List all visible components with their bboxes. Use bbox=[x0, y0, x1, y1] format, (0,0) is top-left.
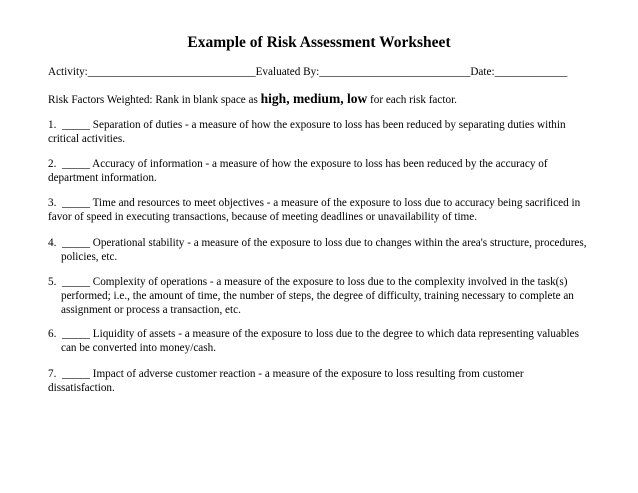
factor-5-number: 5. bbox=[48, 276, 57, 288]
activity-blank[interactable]: ______________________________ bbox=[87, 66, 256, 78]
factor-4-line-1 bbox=[48, 236, 608, 251]
activity-label: Activity: bbox=[48, 66, 88, 78]
factor-7-line-1 bbox=[48, 367, 608, 382]
instructions-emphasis: high, medium, low bbox=[260, 91, 368, 106]
factor-5-line-2: performed; i.e., the amount of time, the number of steps, the degree of difficulty, training necessary to complete an bbox=[61, 290, 574, 302]
factor-7-number: 7. bbox=[48, 368, 57, 380]
factor-5-line-3: assignment or process a transaction, etc. bbox=[61, 304, 241, 316]
factor-4-number: 4. bbox=[48, 237, 57, 249]
evaluated-by-label: Evaluated By: bbox=[255, 66, 320, 78]
factor-3-text: Time and resources to meet objectives - a measure of the exposure to loss due to accuracy being sacrificed in bbox=[92, 197, 581, 209]
factor-4-line-2: policies, etc. bbox=[61, 251, 118, 263]
factor-3-line-2: favor of speed in executing transactions, because of meeting deadlines or unavailability of time. bbox=[48, 211, 478, 223]
factor-1-blank[interactable]: _____ bbox=[61, 119, 90, 131]
date-label: Date: bbox=[470, 66, 495, 78]
factor-1-line-2: critical activities. bbox=[48, 133, 126, 145]
instructions-prefix: Risk Factors Weighted: Rank in blank space as bbox=[48, 94, 258, 106]
factor-2-text: Accuracy of information - a measure of how the exposure to loss has been reduced by the accuracy of bbox=[92, 158, 548, 170]
factor-6-text: Liquidity of assets - a measure of the exposure to loss due to the degree to which data representing valuables bbox=[92, 328, 579, 340]
factor-3-line-1 bbox=[48, 196, 608, 211]
factor-1-number: 1. bbox=[48, 119, 57, 131]
factor-5-line-1 bbox=[48, 275, 608, 290]
factor-6-blank[interactable]: _____ bbox=[61, 328, 90, 340]
factor-7-text: Impact of adverse customer reaction - a measure of the exposure to loss resulting from customer bbox=[92, 368, 524, 380]
factor-6-line-1 bbox=[48, 327, 608, 342]
factor-2-number: 2. bbox=[48, 158, 57, 170]
factor-2-line-1 bbox=[48, 157, 608, 172]
instructions-suffix: for each risk factor. bbox=[370, 94, 457, 106]
factor-1-text: Separation of duties - a measure of how the exposure to loss has been reduced by separating duties within bbox=[92, 119, 566, 131]
date-blank[interactable]: _____________ bbox=[494, 66, 568, 78]
factor-4-text: Operational stability - a measure of the exposure to loss due to changes within the area's structure, procedures, bbox=[92, 237, 587, 249]
factor-5-text: Complexity of operations - a measure of the exposure to loss due to the complexity involved in the task(s) bbox=[92, 276, 568, 288]
worksheet-title: Example of Risk Assessment Worksheet bbox=[187, 34, 451, 51]
factor-7-blank[interactable]: _____ bbox=[61, 368, 90, 380]
factor-6-line-2: can be converted into money/cash. bbox=[61, 342, 217, 354]
factor-5-blank[interactable]: _____ bbox=[61, 276, 90, 288]
factor-3-blank[interactable]: _____ bbox=[61, 197, 90, 209]
instructions-line bbox=[48, 91, 608, 108]
factor-3-number: 3. bbox=[48, 197, 57, 209]
factor-6-number: 6. bbox=[48, 328, 57, 340]
evaluated-by-blank[interactable]: ___________________________ bbox=[319, 66, 471, 78]
factor-1-line-1 bbox=[48, 118, 608, 133]
header-fields-line bbox=[48, 65, 608, 80]
factor-2-line-2: department information. bbox=[48, 172, 157, 184]
factor-2-blank[interactable]: _____ bbox=[61, 158, 90, 170]
factor-4-blank[interactable]: _____ bbox=[61, 237, 90, 249]
factor-7-line-2: dissatisfaction. bbox=[48, 382, 115, 394]
